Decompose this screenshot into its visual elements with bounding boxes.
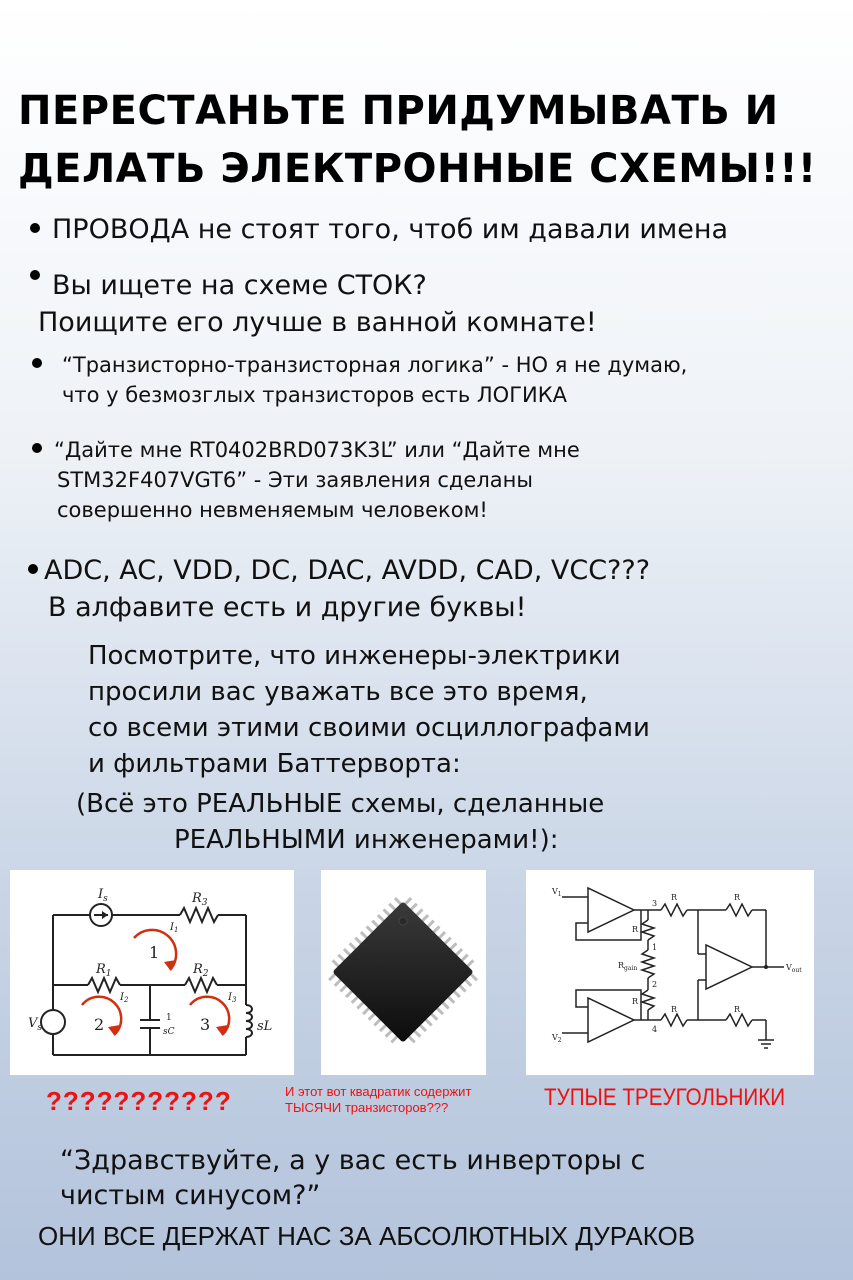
loop-number-3: 3 <box>200 1015 211 1034</box>
label-rgain: $R_{gain}$ <box>618 961 638 972</box>
bullet-text: ПРОВОДА не стоят того, чтоб им давали имена <box>52 214 729 245</box>
opamp-circuit-image <box>526 870 814 1075</box>
opamp-triangle-icon <box>588 888 634 932</box>
footer-quote-line-1: “Здравствуйте, а у вас есть инверторы с <box>60 1145 646 1176</box>
label-i1: $I_1$ <box>170 922 179 934</box>
bullet-dot-icon <box>32 443 42 453</box>
label-r: R <box>632 925 639 934</box>
bullet-text: “Транзисторно-транзисторная логика” - НО я не думаю, <box>62 353 688 377</box>
label-sl: sL <box>257 1019 273 1034</box>
node-3: 3 <box>652 899 658 908</box>
caption-chip <box>285 1084 471 1116</box>
bullet-text: ADC, AC, VDD, DC, DAC, AVDD, CAD, VCC??? <box>44 555 651 586</box>
bullet-item-drain <box>30 268 427 304</box>
label-r: R <box>734 1005 741 1014</box>
bullet-text-continued: что у безмозглых транзисторов есть ЛОГИКА <box>62 383 567 407</box>
bullet-text: “Дайте мне RT0402BRD073K3L” или “Дайте мне <box>54 438 580 462</box>
paragraph-line: просили вас уважать все это время, <box>88 677 588 707</box>
mesh-circuit-image <box>10 870 294 1075</box>
label-i2: $I_2$ <box>120 992 129 1004</box>
loop-number-1: 1 <box>149 943 160 962</box>
label-r2: $R_2$ <box>193 962 209 979</box>
opamp-triangle-icon <box>706 945 752 989</box>
bullet-dot-icon <box>28 564 38 574</box>
node-2: 2 <box>652 980 658 989</box>
bullet-text-continued: STM32F407VGT6” - Эти заявления сделаны <box>57 468 533 492</box>
instrumentation-amp-diagram <box>526 870 814 1075</box>
label-cap-num: 1 <box>166 1013 172 1023</box>
node-1: 1 <box>652 943 658 952</box>
label-r: R <box>671 1005 678 1014</box>
bullet-item-abbreviations <box>28 553 650 589</box>
caption-chip-line-2: ТЫСЯЧИ транзисторов??? <box>285 1100 449 1115</box>
paragraph-line: и фильтрами Баттерворта: <box>88 749 461 779</box>
mesh-circuit-diagram <box>10 870 294 1075</box>
loop-number-2: 2 <box>94 1015 105 1034</box>
paragraph-line: Посмотрите, что инженеры-электрики <box>88 641 621 671</box>
bullet-text: Вы ищете на схеме СТОК? <box>52 270 427 301</box>
label-v1: $V_1$ <box>552 887 562 898</box>
footer-final: ОНИ ВСЕ ДЕРЖАТ НАС ЗА АБСОЛЮТНЫХ ДУРАКОВ <box>38 1221 696 1251</box>
footer-quote-line-2: чистым синусом?” <box>60 1180 321 1211</box>
qfp-chip-icon <box>321 870 486 1075</box>
paragraph-line: (Всё это РЕАЛЬНЫЕ схемы, сделанные <box>76 789 605 819</box>
bullet-text-continued: Поищите его лучше в ванной комнате! <box>38 307 597 338</box>
bullet-item-wires <box>30 212 728 248</box>
ic-chip-image <box>321 870 486 1075</box>
opamp-triangle-icon <box>588 998 634 1042</box>
paragraph-line: со всеми этими своими осциллографами <box>88 713 650 743</box>
caption-triangles: ТУПЫЕ ТРЕУГОЛЬНИКИ <box>544 1084 786 1111</box>
caption-question-marks: ??????????? <box>46 1086 232 1116</box>
bullet-text-continued: совершенно невменяемым человеком! <box>57 498 488 522</box>
arrow-icon <box>102 911 108 919</box>
label-r: R <box>671 893 678 902</box>
label-is: $I_s$ <box>98 887 108 904</box>
bullet-item-ttl <box>32 350 687 380</box>
label-r: R <box>734 893 741 902</box>
title-line-2: ДЕЛАТЬ ЭЛЕКТРОННЫЕ СХЕМЫ!!! <box>18 146 817 192</box>
bullet-item-part-numbers <box>32 435 580 465</box>
node-4: 4 <box>652 1025 658 1034</box>
bullet-text-continued: В алфавите есть и другие буквы! <box>48 592 527 623</box>
bullet-dot-icon <box>30 223 40 233</box>
label-r: R <box>632 997 639 1006</box>
bullet-dot-icon <box>32 358 42 368</box>
page-title <box>18 82 838 198</box>
label-cap-den: sC <box>163 1027 175 1037</box>
label-v2: $V_2$ <box>552 1033 562 1044</box>
title-line-1: ПЕРЕСТАНЬТЕ ПРИДУМЫВАТЬ И <box>18 88 779 134</box>
label-r1: $R_1$ <box>96 962 112 979</box>
label-vout: $V_{out}$ <box>786 963 802 974</box>
label-vs: $V_s$ <box>28 1016 43 1033</box>
caption-chip-line-1: И этот вот квадратик содержит <box>285 1084 472 1099</box>
paragraph-line: РЕАЛЬНЫМИ инженерами!): <box>174 825 559 855</box>
label-r3: $R_3$ <box>192 891 208 908</box>
label-i3: $I_3$ <box>228 992 237 1004</box>
bullet-dot-icon <box>30 270 40 280</box>
